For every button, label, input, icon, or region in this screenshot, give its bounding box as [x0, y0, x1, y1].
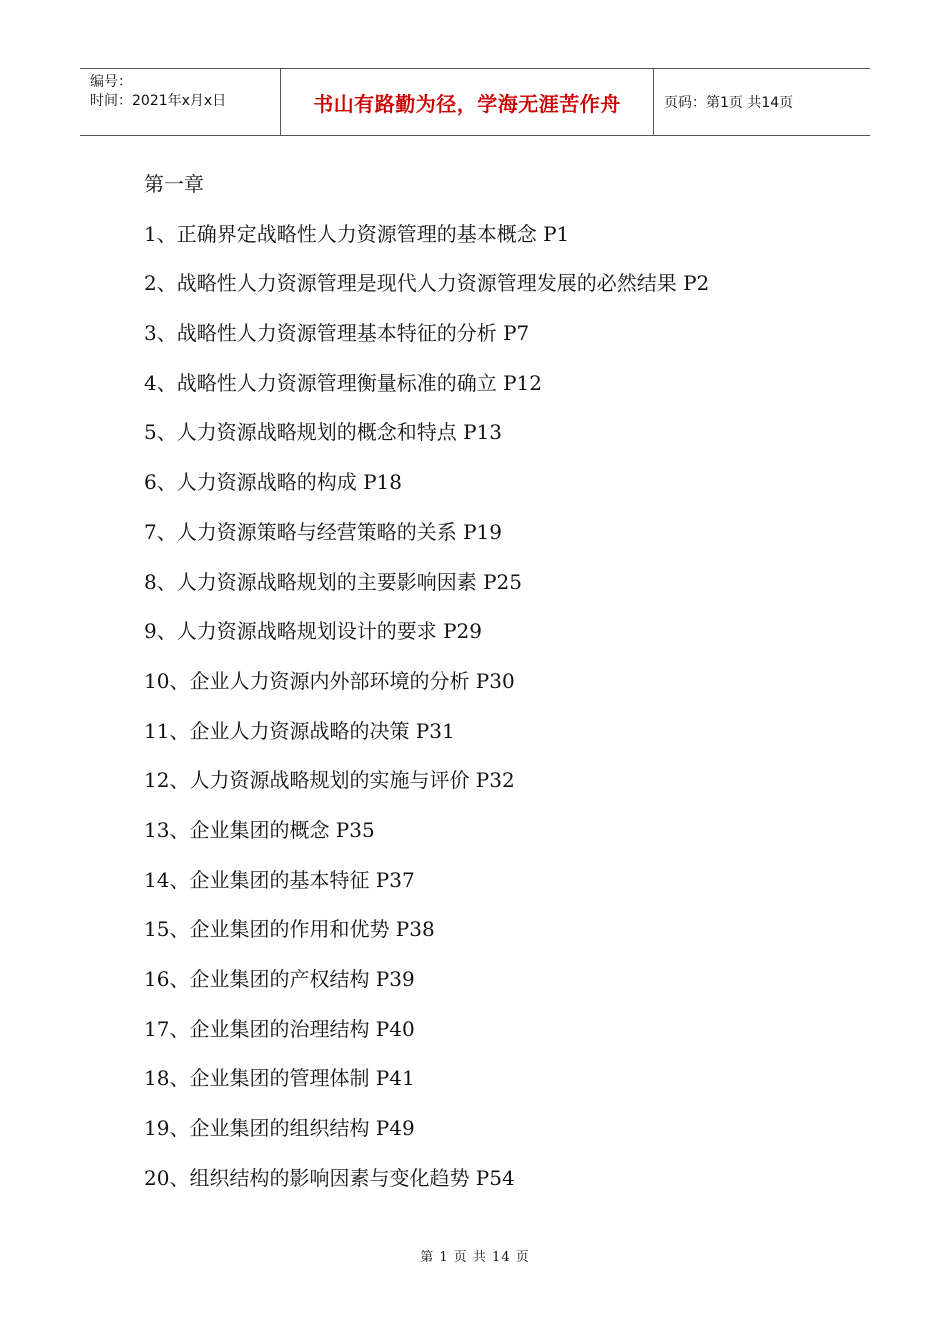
- list-item: 7、人力资源策略与经营策略的关系 P19: [144, 519, 502, 544]
- chapter-heading: 第一章: [144, 172, 204, 196]
- list-item: 9、人力资源战略规划设计的要求 P29: [144, 619, 482, 644]
- list-item: 17、企业集团的治理结构 P40: [144, 1016, 415, 1041]
- document-body: [144, 170, 844, 1213]
- list-item: 20、组织结构的影响因素与变化趋势 P54: [144, 1165, 515, 1190]
- list-item: 16、企业集团的产权结构 P39: [144, 967, 415, 991]
- list-item: 19、企业集团的组织结构 P49: [144, 1116, 415, 1141]
- list-item: 3、战略性人力资源管理基本特征的分析 P7: [144, 321, 530, 346]
- list-item: 5、人力资源战略规划的概念和特点 P13: [144, 420, 502, 445]
- header-motto: 书山有路勤为径，学海无涯苦作舟: [313, 91, 621, 116]
- list-item: 10、企业人力资源内外部环境的分析 P30: [144, 668, 515, 693]
- document-number-label: 编号：: [90, 74, 132, 90]
- document-date-label: 时间：2021年x月x日: [90, 93, 227, 109]
- header-page-cell: [654, 69, 870, 135]
- header-page-info: 页码：第1页 共14页: [664, 95, 794, 111]
- list-item: 18、企业集团的管理体制 P41: [144, 1066, 415, 1091]
- list-item: 11、企业人力资源战略的决策 P31: [144, 718, 455, 743]
- list-item: 15、企业集团的作用和优势 P38: [144, 917, 435, 942]
- list-item: 1、正确界定战略性人力资源管理的基本概念 P1: [144, 221, 570, 246]
- header-motto-cell: [281, 69, 654, 135]
- header-meta: [80, 69, 281, 135]
- list-item: 14、企业集团的基本特征 P37: [144, 867, 415, 892]
- list-item: 13、企业集团的概念 P35: [144, 817, 375, 842]
- list-item: 6、人力资源战略的构成 P18: [144, 470, 402, 495]
- footer-page-number: 第 1 页 共 14 页: [420, 1250, 530, 1265]
- list-item: 2、战略性人力资源管理是现代人力资源管理发展的必然结果 P2: [144, 271, 710, 296]
- list-item: 4、战略性人力资源管理衡量标准的确立 P12: [144, 370, 542, 395]
- list-item: 12、人力资源战略规划的实施与评价 P32: [144, 768, 515, 793]
- list-item: 8、人力资源战略规划的主要影响因素 P25: [144, 569, 522, 594]
- page-footer: [0, 1246, 950, 1265]
- page-header: [80, 68, 870, 136]
